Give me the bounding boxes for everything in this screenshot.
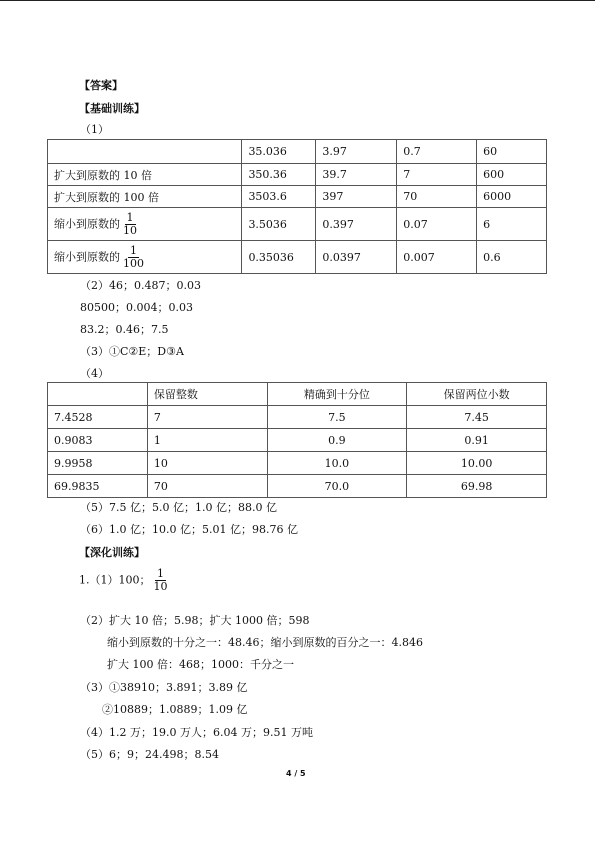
deep-question-5-line: （5）6；9；24.498；8.54 [80, 748, 219, 761]
fraction-numerator: 1 [157, 567, 164, 580]
question-2-line-1: （2）46；0.487；0.03 [80, 279, 201, 292]
deep-question-1-line [79, 568, 170, 593]
table-row [48, 429, 547, 452]
table-cell: 7.45 [407, 406, 547, 429]
table-cell: 6000 [477, 186, 547, 208]
table-row [48, 475, 547, 498]
table-cell [48, 208, 242, 241]
table-cell: 70.0 [267, 475, 407, 498]
table-cell: 10.00 [407, 452, 547, 475]
row-label: 缩小到原数的 [54, 217, 120, 230]
table-cell: 10 [147, 452, 267, 475]
table-cell: 0.07 [397, 208, 477, 241]
table-row [48, 164, 547, 186]
table-row [48, 452, 547, 475]
table-cell: 1 [147, 429, 267, 452]
table-cell: 39.7 [316, 164, 397, 186]
fraction-numerator: 1 [130, 243, 137, 257]
answer-heading: 【答案】 [79, 79, 123, 92]
table-cell: 0.6 [477, 241, 547, 274]
fraction-denominator: 10 [153, 580, 168, 593]
table-cell: 0.0397 [316, 241, 397, 274]
fraction [121, 245, 146, 270]
question-1-label: （1） [80, 123, 109, 136]
table-cell: 70 [147, 475, 267, 498]
table-1 [47, 139, 547, 274]
fraction-numerator: 1 [126, 210, 134, 224]
table-cell: 3.5036 [242, 208, 316, 241]
deep-question-4-line: （4）1.2 万；19.0 万人；6.04 万；9.51 万吨 [80, 726, 313, 739]
deep-question-2-line-2: 缩小到原数的十分之一：48.46；缩小到原数的百分之一：4.846 [107, 636, 423, 649]
table-cell [48, 383, 148, 406]
table-cell: 7.5 [267, 406, 407, 429]
table-cell [48, 241, 242, 274]
table-cell: 35.036 [242, 140, 316, 164]
table-2 [47, 382, 547, 498]
row-label: 缩小到原数的 [54, 250, 120, 263]
table-cell: 7 [147, 406, 267, 429]
table-cell: 69.98 [407, 475, 547, 498]
table-cell: 扩大到原数的 100 倍 [48, 186, 242, 208]
question-3-line: （3）①C②E；D③A [80, 345, 184, 358]
question-4-label: （4） [80, 367, 109, 380]
fraction-denominator: 100 [123, 256, 144, 270]
table-cell: 0.007 [397, 241, 477, 274]
table-row [48, 208, 547, 241]
table-cell: 350.36 [242, 164, 316, 186]
table-cell: 扩大到原数的 10 倍 [48, 164, 242, 186]
fraction [152, 568, 170, 593]
table-cell: 9.9958 [48, 452, 148, 475]
table-cell: 保留两位小数 [407, 383, 547, 406]
question-6-line: （6）1.0 亿；10.0 亿；5.01 亿；98.76 亿 [80, 523, 298, 536]
table-2-header-row [48, 383, 547, 406]
section-deep-training-title: 【深化训练】 [79, 546, 145, 559]
question-5-line: （5）7.5 亿；5.0 亿；1.0 亿；88.0 亿 [80, 501, 277, 514]
question-2-line-3: 83.2；0.46；7.5 [80, 323, 169, 336]
table-cell: 397 [316, 186, 397, 208]
table-cell: 69.9835 [48, 475, 148, 498]
page-number: 4 / 5 [286, 769, 306, 778]
fraction-denominator: 10 [123, 223, 137, 237]
table-row [48, 406, 547, 429]
deep-question-2-line-1: （2）扩大 10 倍；5.98；扩大 1000 倍；598 [80, 614, 310, 627]
table-cell: 10.0 [267, 452, 407, 475]
table-cell: 0.9083 [48, 429, 148, 452]
table-cell: 60 [477, 140, 547, 164]
deep-question-1-prefix: 1.（1）100； [79, 573, 151, 587]
table-row [48, 241, 547, 274]
deep-question-3-line-2: ②10889；1.0889；1.09 亿 [102, 703, 248, 716]
fraction [121, 212, 139, 237]
table-cell: 精确到十分位 [267, 383, 407, 406]
table-cell: 0.9 [267, 429, 407, 452]
table-cell: 0.397 [316, 208, 397, 241]
deep-question-3-line-1: （3）①38910；3.891；3.89 亿 [80, 681, 248, 694]
table-cell: 7.4528 [48, 406, 148, 429]
table-cell: 600 [477, 164, 547, 186]
section-basic-training-title: 【基础训练】 [79, 102, 145, 115]
deep-question-2-line-3: 扩大 100 倍：468；1000：千分之一 [107, 658, 294, 671]
top-border-line [0, 0, 595, 1]
table-cell: 6 [477, 208, 547, 241]
table-cell: 70 [397, 186, 477, 208]
table-1-header-row [48, 140, 547, 164]
table-cell: 保留整数 [147, 383, 267, 406]
question-2-line-2: 80500；0.004；0.03 [80, 301, 193, 314]
table-cell: 0.35036 [242, 241, 316, 274]
table-cell: 0.91 [407, 429, 547, 452]
table-cell: 3.97 [316, 140, 397, 164]
table-cell: 3503.6 [242, 186, 316, 208]
table-row [48, 186, 547, 208]
table-cell [48, 140, 242, 164]
table-cell: 7 [397, 164, 477, 186]
table-cell: 0.7 [397, 140, 477, 164]
